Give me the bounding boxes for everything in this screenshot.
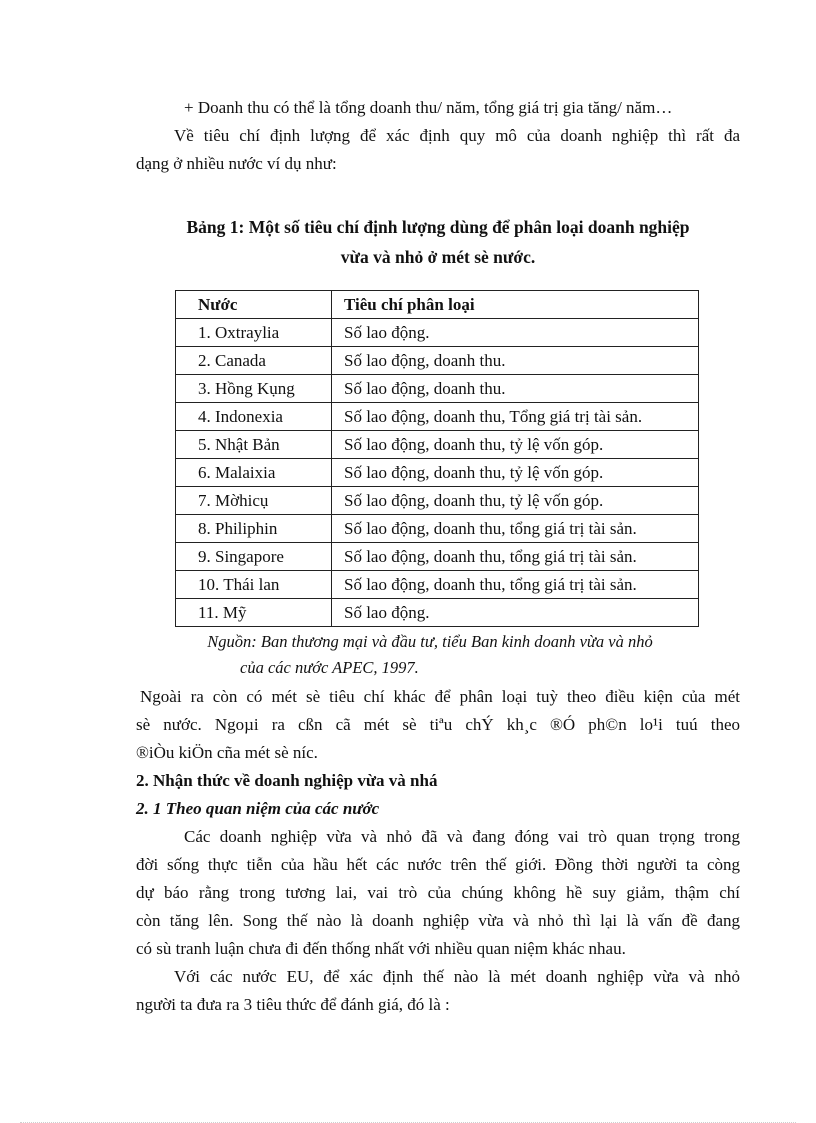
other-criteria-line-3: ®iÒu kiÖn cña mét sè níc. <box>136 743 318 762</box>
section-heading-2: 2. Nhận thức về doanh nghiệp vừa và nhá <box>136 771 438 790</box>
table-row <box>176 319 699 347</box>
criteria-cell: Số lao động, doanh thu. <box>332 347 699 375</box>
other-criteria-line-2: sè nước. Ngoµi ra cßn cã mét sè tiªu chÝ kh¸c ®Ó ph©n lo¹i tuú theo <box>136 715 740 734</box>
country-cell: 11. Mỹ <box>176 599 332 627</box>
intro-paragraph-line-2: dạng ở nhiều nước ví dụ như: <box>136 154 337 173</box>
criteria-cell: Số lao động. <box>332 319 699 347</box>
eu-paragraph-line-2: người ta đưa ra 3 tiêu thức để đánh giá, đó là : <box>136 995 450 1014</box>
sme-paragraph-line-4: còn tăng lên. Song thế nào là doanh nghiệp vừa và nhỏ thì lại là vấn đề đang <box>136 911 740 930</box>
criteria-cell: Số lao động, doanh thu, tỷ lệ vốn góp. <box>332 459 699 487</box>
criteria-cell: Số lao động, doanh thu, tổng giá trị tài sản. <box>332 515 699 543</box>
source-note-line-2: của các nước APEC, 1997. <box>240 658 419 677</box>
country-cell: 6. Malaixia <box>176 459 332 487</box>
table-row <box>176 599 699 627</box>
criteria-table <box>175 290 699 627</box>
criteria-cell: Số lao động, doanh thu. <box>332 375 699 403</box>
table-row <box>176 487 699 515</box>
criteria-cell: Số lao động, doanh thu, tỷ lệ vốn góp. <box>332 431 699 459</box>
table-row <box>176 571 699 599</box>
country-cell: 4. Indonexia <box>176 403 332 431</box>
country-cell: 10. Thái lan <box>176 571 332 599</box>
table-row <box>176 459 699 487</box>
other-criteria-line-1: Ngoài ra còn có mét sè tiêu chí khác để phân loại tuỳ theo điều kiện của mét <box>140 687 740 706</box>
country-cell: 8. Philiphin <box>176 515 332 543</box>
criteria-cell: Số lao động. <box>332 599 699 627</box>
table-row <box>176 543 699 571</box>
intro-paragraph-line-1: Về tiêu chí định lượng để xác định quy mô của doanh nghiệp thì rất đa <box>174 126 740 145</box>
section-heading-2-1: 2. 1 Theo quan niệm của các nước <box>136 799 380 818</box>
sme-paragraph-line-5: có sù tranh luận chưa đi đến thống nhất với nhiều quan niệm khác nhau. <box>136 939 626 958</box>
country-cell: 3. Hồng Kụng <box>176 375 332 403</box>
country-cell: 1. Oxtraylia <box>176 319 332 347</box>
table-row <box>176 515 699 543</box>
sme-paragraph-line-1: Các doanh nghiệp vừa và nhỏ đã và đang đóng vai trò quan trọng trong <box>184 827 740 846</box>
table-title-line-1: Bảng 1: Một số tiêu chí định lượng dùng để phân loại doanh nghiệp <box>186 217 690 237</box>
sme-paragraph-line-2: đời sống thực tiễn của hầu hết các nước trên thế giới. Đồng thời người ta còng <box>136 855 740 874</box>
country-cell: 2. Canada <box>176 347 332 375</box>
table-header-row <box>176 291 699 319</box>
table-row <box>176 403 699 431</box>
revenue-note: + Doanh thu có thể là tổng doanh thu/ năm, tổng giá trị gia tăng/ năm… <box>184 98 673 117</box>
source-note-line-1: Nguồn: Ban thương mại và đầu tư, tiểu Ban kinh doanh vừa và nhỏ <box>207 632 653 651</box>
header-criteria: Tiêu chí phân loại <box>332 291 699 319</box>
sme-paragraph-line-3: dự báo rằng trong tương lai, vai trò của chúng không hề suy giảm, thậm chí <box>136 883 740 902</box>
eu-paragraph-line-1: Với các nước EU, để xác định thế nào là mét doanh nghiệp vừa và nhỏ <box>174 967 740 986</box>
country-cell: 5. Nhật Bản <box>176 431 332 459</box>
country-cell: 7. Mờhicụ <box>176 487 332 515</box>
criteria-cell: Số lao động, doanh thu, tỷ lệ vốn góp. <box>332 487 699 515</box>
criteria-cell: Số lao động, doanh thu, tổng giá trị tài sản. <box>332 571 699 599</box>
table-row <box>176 375 699 403</box>
table-row <box>176 431 699 459</box>
criteria-cell: Số lao động, doanh thu, tổng giá trị tài sản. <box>332 543 699 571</box>
table-row <box>176 347 699 375</box>
table-title-line-2: vừa và nhỏ ở mét sè nước. <box>340 247 536 267</box>
header-country: Nước <box>176 291 332 319</box>
country-cell: 9. Singapore <box>176 543 332 571</box>
criteria-cell: Số lao động, doanh thu, Tổng giá trị tài sản. <box>332 403 699 431</box>
